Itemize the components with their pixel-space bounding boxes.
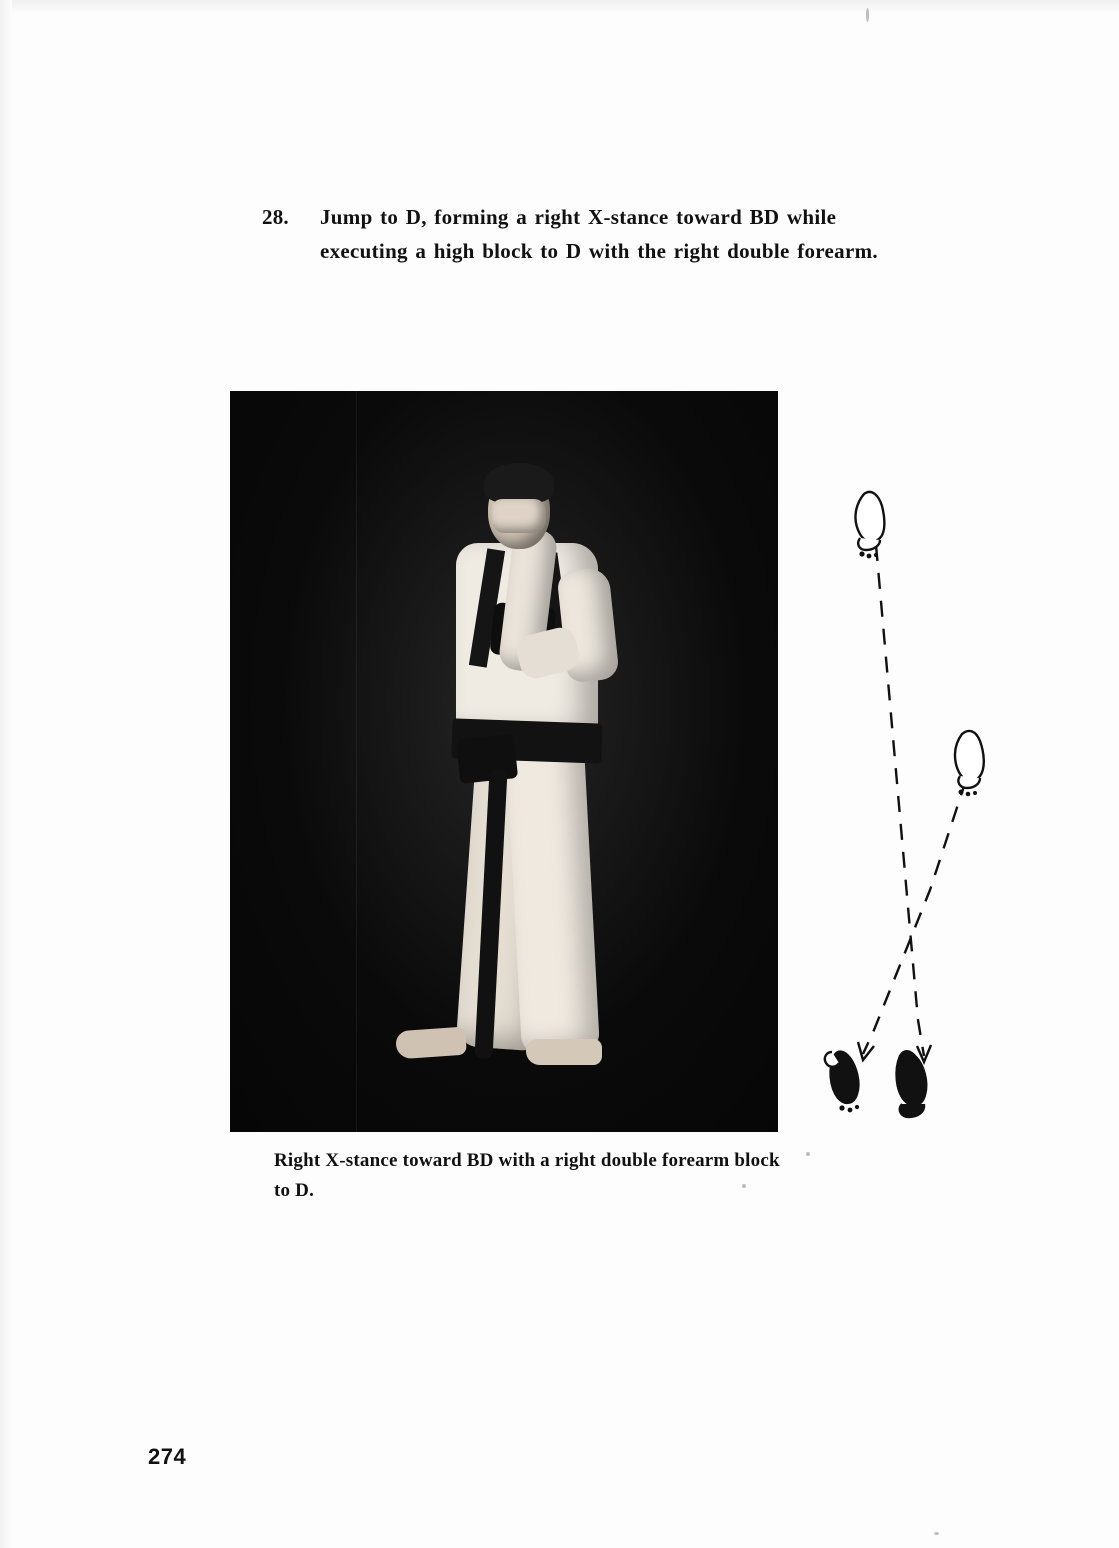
figure-front-leg bbox=[506, 745, 600, 1055]
scan-edge-top bbox=[0, 0, 1119, 14]
figure-front-foot bbox=[526, 1039, 602, 1065]
instruction-text: Jump to D, forming a right X-stance toward BD while executing a high block to D with the right double forearm. bbox=[320, 205, 878, 263]
figure-fist bbox=[492, 499, 546, 533]
path-right bbox=[863, 780, 966, 1054]
photo-seam bbox=[356, 391, 357, 1132]
figure-back-foot bbox=[395, 1027, 467, 1060]
photo-caption: Right X-stance toward BD with a right double forearm block to D. bbox=[274, 1150, 780, 1201]
figure-belt-knot bbox=[456, 734, 518, 784]
instruction-photo bbox=[230, 391, 778, 1132]
figure-hair bbox=[484, 463, 554, 503]
photo-figure bbox=[230, 391, 778, 1132]
page-number: 274 bbox=[148, 1444, 187, 1469]
end-foot-left bbox=[825, 1052, 859, 1113]
instruction-number: 28. bbox=[262, 205, 289, 229]
instruction-block bbox=[262, 200, 922, 268]
scan-speck bbox=[934, 1532, 939, 1535]
scan-speck bbox=[866, 8, 869, 22]
scan-speck bbox=[806, 1152, 810, 1156]
scan-edge-left bbox=[0, 0, 12, 1548]
path-left bbox=[876, 545, 924, 1056]
start-foot-upper-left bbox=[855, 492, 884, 558]
start-foot-right bbox=[955, 731, 984, 796]
end-foot-right bbox=[897, 1051, 927, 1117]
footwork-diagram bbox=[790, 460, 1020, 1120]
